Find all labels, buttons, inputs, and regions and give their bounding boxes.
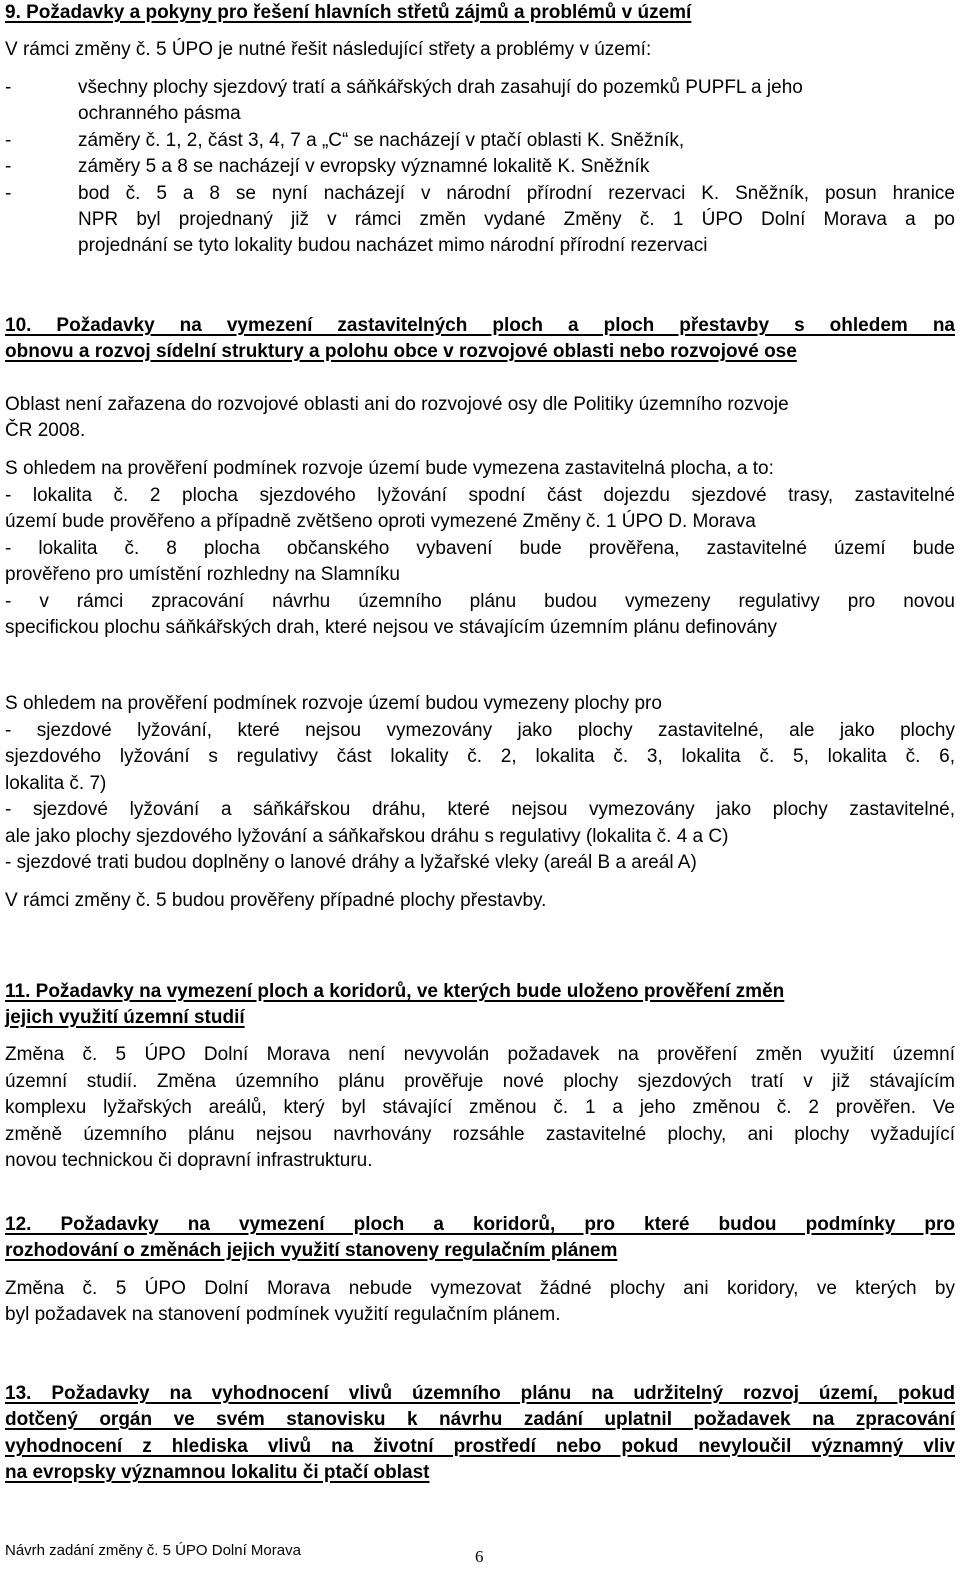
paragraph-line: ale jako plochy sjezdového lyžování a sáňkařskou dráhu s regulativy (lokalita č. 4 a C) [5, 826, 729, 847]
section-12-heading-line: rozhodování o změnách jejich využití stanoveny regulačním plánem [5, 1240, 618, 1261]
page-footer: Návrh zadání změny č. 5 ÚPO Dolní Morava [5, 1542, 301, 1559]
list-item-line: záměry č. 1, 2, část 3, 4, 7 a „C“ se nacházejí v ptačí oblasti K. Sněžník, [78, 130, 685, 151]
page-number: 6 [475, 1547, 484, 1566]
paragraph-line: - sjezdové trati budou doplněny o lanové dráhy a lyžařské vleky (areál B a areál A) [5, 852, 697, 873]
list-item: - všechny plochy sjezdový tratí a sáňkářských drah zasahují do pozemků PUPFL a jeho ochranného pásma [5, 75, 955, 127]
section-13-heading-line: 13. Požadavky na vyhodnocení vlivů územního plánu na udržitelný rozvoj území, pokud [5, 1383, 955, 1404]
section-13-heading-line: dotčený orgán ve svém stanovisku k návrhu zadání uplatnil požadavek na zpracování [5, 1409, 955, 1430]
section-11-heading-line: 11. Požadavky na vymezení ploch a koridorů, ve kterých bude uloženo prověření změn [5, 981, 785, 1002]
paragraph-line: - lokalita č. 8 plocha občanského vybavení bude prověřena, zastavitelné území bude [5, 538, 955, 559]
paragraph-line: ČR 2008. [5, 420, 86, 441]
paragraph-line: - lokalita č. 2 plocha sjezdového lyžování spodní část dojezdu sjezdové trasy, zastavitelné [5, 485, 955, 506]
paragraph-line: komplexu lyžařských areálů, který byl stávající změnou č. 1 a jeho změnou č. 2 prověřen. Ve [5, 1097, 955, 1118]
paragraph-line: - sjezdové lyžování, které nejsou vymezovány jako plochy zastavitelné, ale jako plochy [5, 720, 955, 741]
paragraph-line: novou technickou či dopravní infrastrukturu. [5, 1150, 373, 1171]
list-item-line: záměry 5 a 8 se nacházejí v evropsky významné lokalitě K. Sněžník [78, 156, 650, 177]
list-item-line: projednání se tyto lokality budou nacházet mimo národní přírodní rezervaci [78, 235, 708, 256]
section-9-heading: 9. Požadavky a pokyny pro řešení hlavních střetů zájmů a problémů v území [5, 2, 692, 23]
section-13-heading-line: vyhodnocení z hlediska vlivů na životní prostředí nebo pokud nevyloučil významný vliv [5, 1436, 955, 1457]
paragraph-line: územní studií. Změna územního plánu prověřuje nové plochy sjezdových tratí v již stávajícím [5, 1071, 955, 1092]
paragraph-line: byl požadavek na stanovení podmínek využití regulačním plánem. [5, 1304, 561, 1325]
paragraph-line: prověřeno pro umístění rozhledny na Slamníku [5, 564, 400, 585]
section-9-intro: V rámci změny č. 5 ÚPO je nutné řešit následující střety a problémy v území: [5, 39, 652, 60]
paragraph-line: - v rámci zpracování návrhu územního plánu budou vymezeny regulativy pro novou [5, 591, 955, 612]
section-12-heading-line: 12. Požadavky na vymezení ploch a koridorů, pro které budou podmínky pro [5, 1214, 955, 1235]
paragraph-line: S ohledem na prověření podmínek rozvoje území bude vymezena zastavitelná plocha, a to: [5, 458, 774, 479]
list-item-line: NPR byl projednaný již v rámci změn vydané Změny č. 1 ÚPO Dolní Morava a po [78, 209, 955, 230]
list-item-line: všechny plochy sjezdový tratí a sáňkářských drah zasahují do pozemků PUPFL a jeho [78, 77, 803, 98]
list-item-line: ochranného pásma [78, 103, 241, 124]
paragraph-line: změně územního plánu nejsou navrhovány rozsáhle zastavitelné plochy, ani plochy vyžadující [5, 1124, 955, 1145]
section-10-heading-line: 10. Požadavky na vymezení zastavitelných ploch a ploch přestavby s ohledem na [5, 315, 955, 336]
section-13-heading-line: na evropsky významnou lokalitu či ptačí oblast [5, 1462, 430, 1483]
section-10-heading-line: obnovu a rozvoj sídelní struktury a polohu obce v rozvojové oblasti nebo rozvojové ose [5, 341, 797, 362]
paragraph-line: lokalita č. 7) [5, 773, 107, 794]
paragraph-line: Změna č. 5 ÚPO Dolní Morava není nevyvolán požadavek na prověření změn využití územní [5, 1044, 955, 1065]
list-item: - záměry 5 a 8 se nacházejí v evropsky významné lokalitě K. Sněžník [5, 154, 955, 180]
paragraph-line: specifickou plochu sáňkářských drah, které nejsou ve stávajícím územním plánu definovány [5, 617, 778, 638]
paragraph-line: Oblast není zařazena do rozvojové oblasti ani do rozvojové osy dle Politiky územního rozvoje [5, 394, 789, 415]
paragraph-line: - sjezdové lyžování a sáňkářskou dráhu, které nejsou vymezovány jako plochy zastavitelné, [5, 799, 955, 820]
list-item-line: bod č. 5 a 8 se nyní nacházejí v národní přírodní rezervaci K. Sněžník, posun hranice [78, 183, 955, 204]
paragraph-line: území bude prověřeno a případně zvětšeno oproti vymezené Změny č. 1 ÚPO D. Morava [5, 511, 756, 532]
paragraph-line: V rámci změny č. 5 budou prověřeny případné plochy přestavby. [5, 890, 547, 911]
paragraph-line: sjezdového lyžování s regulativy část lokality č. 2, lokalita č. 3, lokalita č. 5, lokalita č. 6, [5, 746, 955, 767]
section-11-heading-line: jejich využití územní studií [5, 1007, 245, 1028]
list-item: - záměry č. 1, 2, část 3, 4, 7 a „C“ se nacházejí v ptačí oblasti K. Sněžník, [5, 128, 955, 154]
list-item: - bod č. 5 a 8 se nyní nacházejí v národní přírodní rezervaci K. Sněžník, posun hranice NPR byl projednaný již v rámci změn vydané Změny č. 1 ÚPO Dolní Morava a po projednání se tyto lokality budou nacházet mimo národní přírodní rezervaci [5, 181, 955, 259]
paragraph-line: S ohledem na prověření podmínek rozvoje území budou vymezeny plochy pro [5, 693, 662, 714]
paragraph-line: Změna č. 5 ÚPO Dolní Morava nebude vymezovat žádné plochy ani koridory, ve kterých by [5, 1278, 955, 1299]
